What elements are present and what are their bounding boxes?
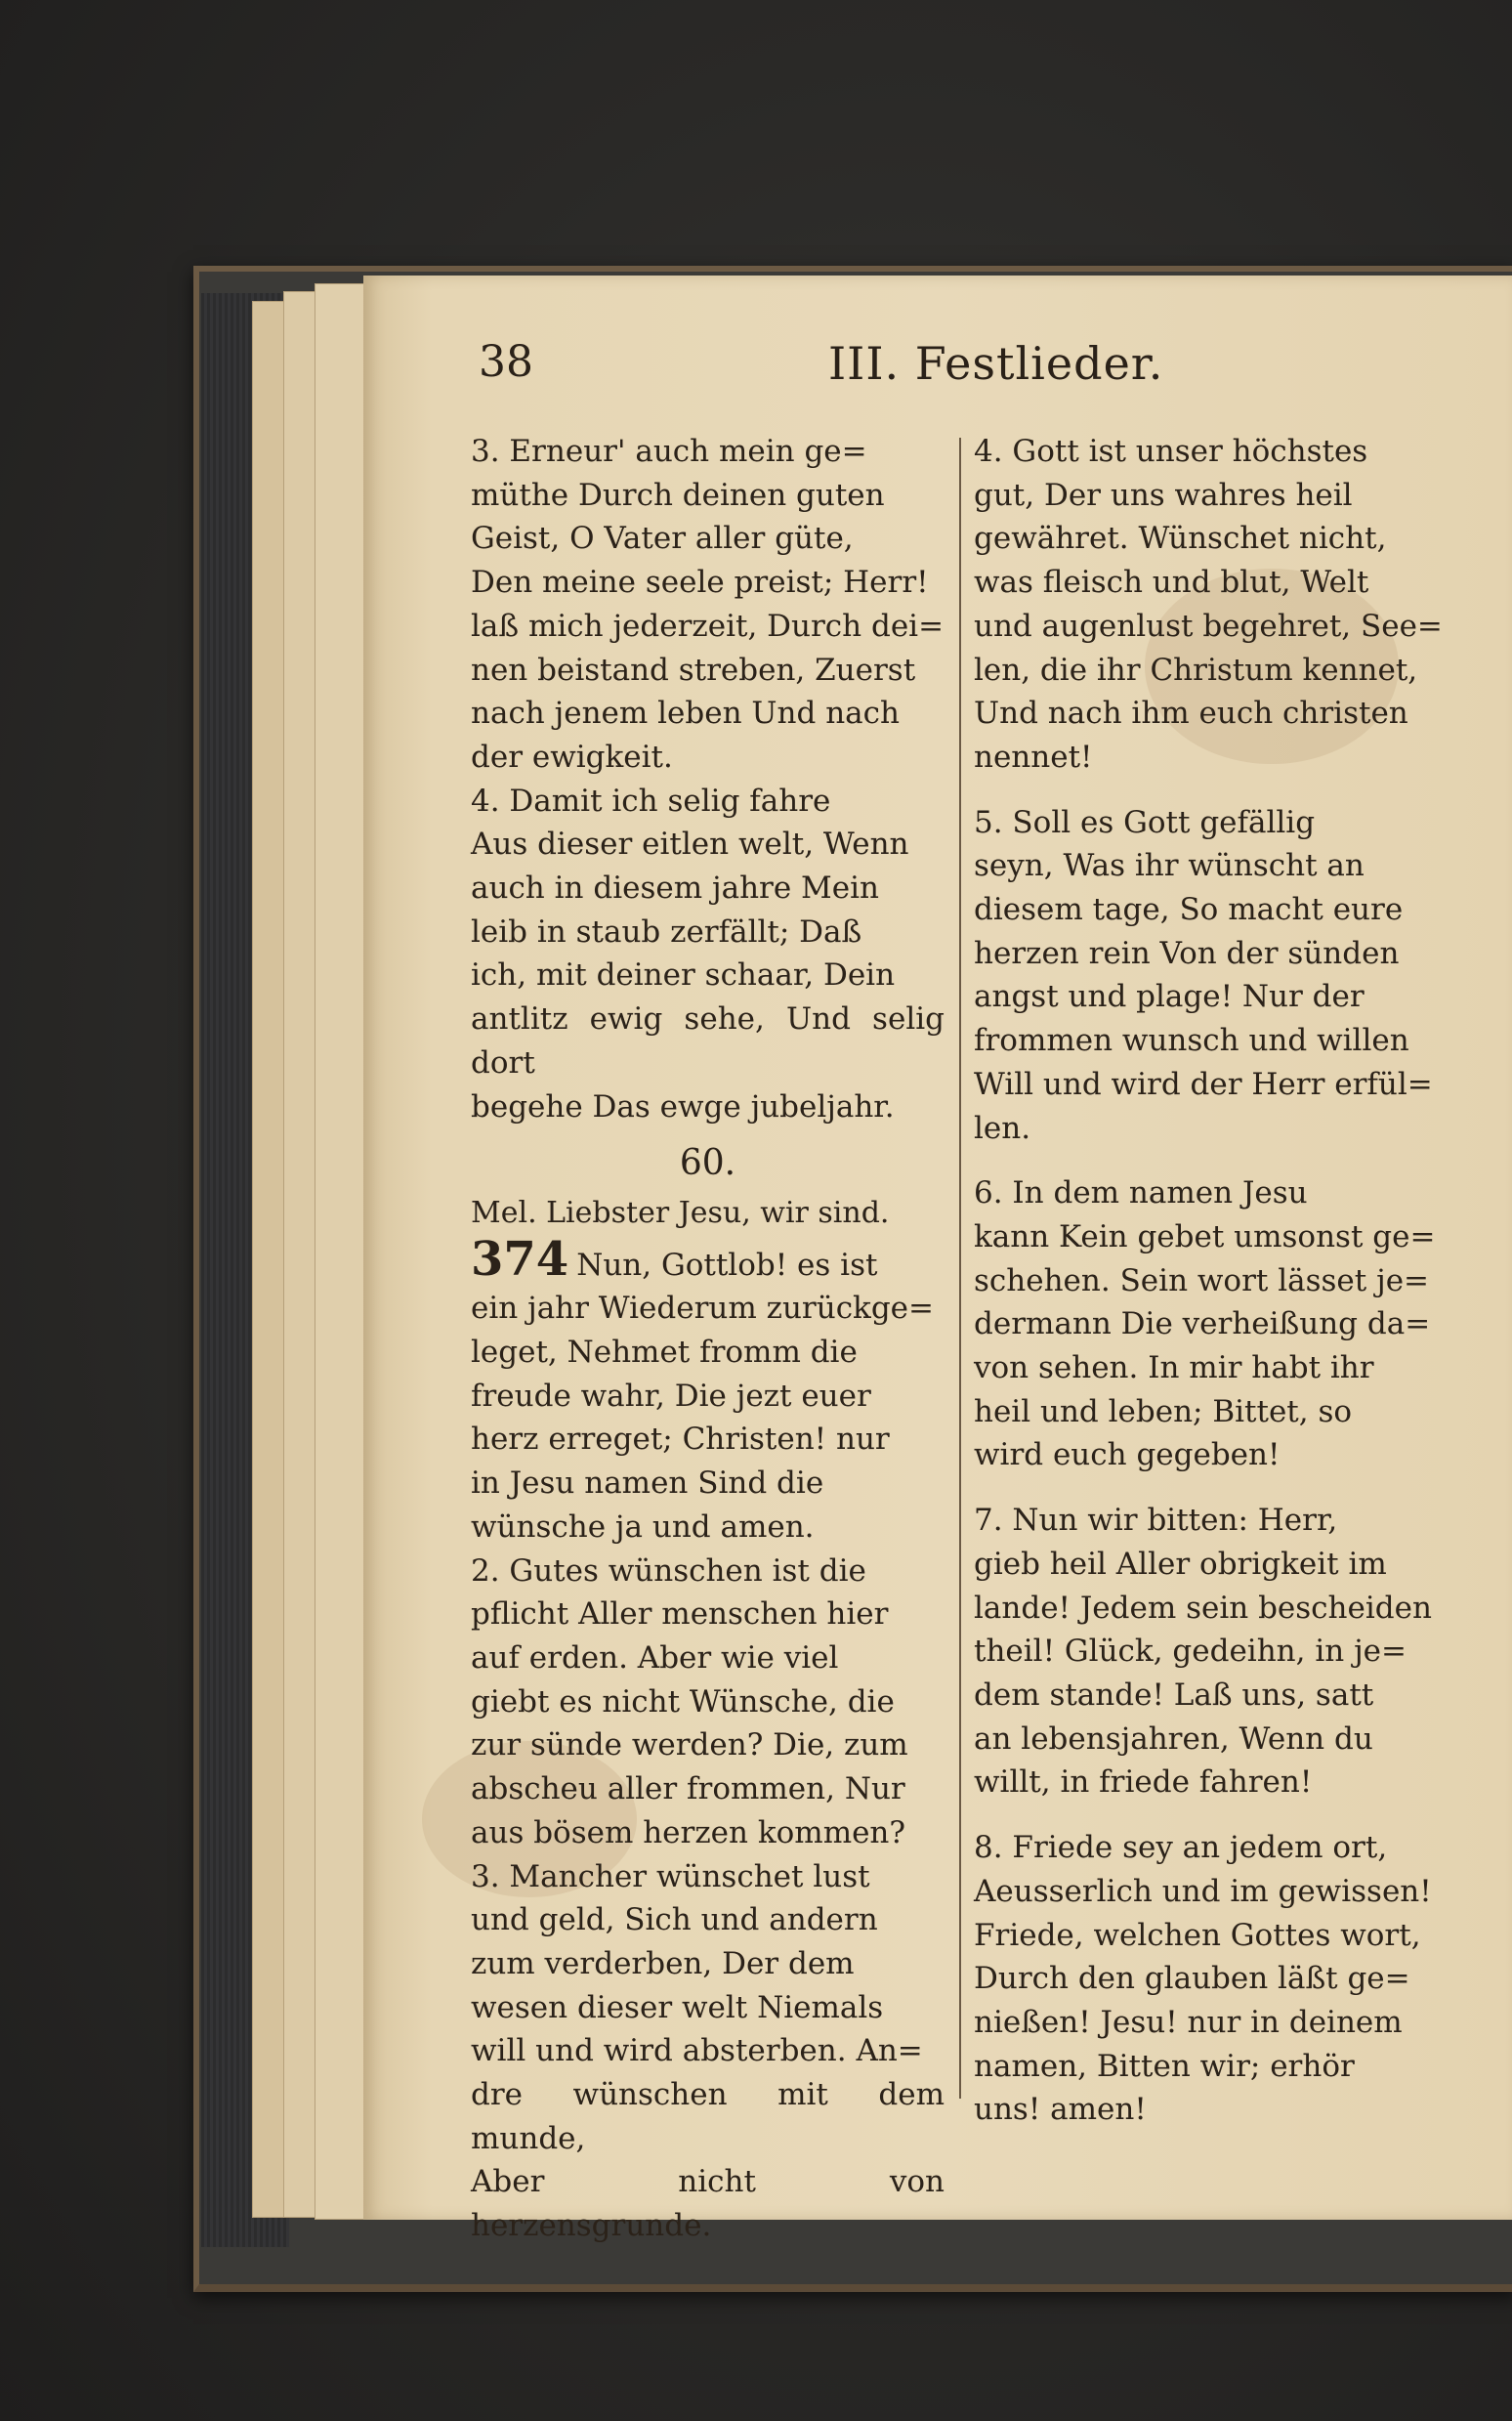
- text-line: frommen wunsch und willen: [974, 1023, 1409, 1059]
- stanza-gap: [974, 1805, 1452, 1826]
- text-line: dem stande! Laß uns, satt: [974, 1677, 1374, 1713]
- text-line: was fleisch und blut, Welt: [974, 565, 1369, 601]
- text-line: der ewigkeit.: [471, 739, 673, 775]
- text-line: 4. Damit ich selig fahre: [471, 783, 831, 819]
- text-line: wesen dieser welt Niemals: [471, 1989, 884, 2025]
- hymn-number: 60.: [679, 1143, 736, 1184]
- text-line: begehe Das ewge jubeljahr.: [471, 1088, 895, 1125]
- text-line: theil! Glück, gedeihn, in je=: [974, 1634, 1407, 1670]
- text-line: gewähret. Wünschet nicht,: [974, 521, 1387, 557]
- text-line: laß mich jederzeit, Durch dei=: [471, 608, 945, 644]
- text-line: Den meine seele preist; Herr!: [471, 565, 929, 601]
- text-line: Und nach ihm euch christen: [974, 696, 1408, 732]
- stanza: [974, 801, 1452, 1151]
- text-line: [471, 1231, 945, 1288]
- text-line: len, die ihr Christum kennet,: [974, 652, 1418, 688]
- text-line: leget, Nehmet fromm die: [471, 1335, 858, 1371]
- text-line: Geist, O Vater aller güte,: [471, 521, 854, 557]
- text-line: 7. Nun wir bitten: Herr,: [974, 1503, 1338, 1539]
- stanza: [471, 1231, 945, 1550]
- text-line: Aber nicht von herzensgrunde.: [471, 2164, 945, 2244]
- stanza: [471, 1855, 945, 2248]
- text-line: schehen. Sein wort lässet je=: [974, 1262, 1430, 1298]
- text-line: wird euch gegeben!: [974, 1437, 1281, 1473]
- left-column: [471, 430, 945, 2248]
- text-line: lande! Jedem sein bescheiden: [974, 1590, 1432, 1626]
- text-line: antlitz ewig sehe, Und selig dort: [471, 1001, 945, 1081]
- text-line: ein jahr Wiederum zurückge=: [471, 1291, 935, 1327]
- text-line: Aus dieser eitlen welt, Wenn: [471, 827, 909, 863]
- text-line: will und wird absterben. An=: [471, 2033, 923, 2069]
- text-line: 2. Gutes wünschen ist die: [471, 1552, 866, 1589]
- text-line: wünsche ja und amen.: [471, 1508, 815, 1545]
- text-line: giebt es nicht Wünsche, die: [471, 1683, 895, 1720]
- text-line: dermann Die verheißung da=: [974, 1306, 1431, 1342]
- melody-line: Mel. Liebster Jesu, wir sind.: [471, 1195, 890, 1230]
- text-line: nennet!: [974, 739, 1093, 775]
- stanza: [974, 1171, 1452, 1477]
- text-line: und geld, Sich und andern: [471, 1902, 878, 1938]
- text-line: müthe Durch deinen guten: [471, 477, 885, 513]
- text-line: aus bösem herzen kommen?: [471, 1814, 906, 1850]
- text-line: Will und wird der Herr erfül=: [974, 1066, 1433, 1102]
- stanza-gap: [974, 780, 1452, 801]
- text-line: pflicht Aller menschen hier: [471, 1596, 889, 1633]
- text-line: freude wahr, Die jezt euer: [471, 1378, 871, 1414]
- text-line: herz erreget; Christen! nur: [471, 1422, 890, 1458]
- stanza: [471, 780, 945, 1129]
- text-line: angst und plage! Nur der: [974, 979, 1365, 1015]
- hymn-index: 374: [471, 1231, 569, 1287]
- text-line: 3. Mancher wünschet lust: [471, 1858, 870, 1894]
- text-line: nen beistand streben, Zuerst: [471, 652, 916, 688]
- text-line: an lebensjahren, Wenn du: [974, 1720, 1373, 1757]
- text-line: abscheu aller frommen, Nur: [471, 1771, 905, 1807]
- stanza: [974, 1499, 1452, 1805]
- stanza: [471, 430, 945, 780]
- text-line: auch in diesem jahre Mein: [471, 871, 880, 907]
- text-line: kann Kein gebet umsonst ge=: [974, 1218, 1436, 1254]
- text-line: auf erden. Aber wie viel: [471, 1639, 839, 1676]
- text-line: Friede, welchen Gottes wort,: [974, 1917, 1421, 1953]
- stanza: [974, 1826, 1452, 2132]
- text-line: willt, in friede fahren!: [974, 1764, 1313, 1801]
- text-line: 4. Gott ist unser höchstes: [974, 434, 1368, 469]
- stanza: [471, 1550, 945, 1855]
- text-line: Durch den glauben läßt ge=: [974, 1961, 1410, 1997]
- text-line: herzen rein Von der sünden: [974, 935, 1400, 971]
- text-line: 5. Soll es Gott gefällig: [974, 804, 1316, 840]
- text-line: gieb heil Aller obrigkeit im: [974, 1546, 1387, 1582]
- text-line: len.: [974, 1110, 1031, 1146]
- stanza: [974, 430, 1452, 780]
- text-line: zur sünde werden? Die, zum: [471, 1727, 908, 1763]
- text-line: seyn, Was ihr wünscht an: [974, 848, 1365, 884]
- stanza-gap: [974, 1477, 1452, 1499]
- text-line: 8. Friede sey an jedem ort,: [974, 1830, 1388, 1866]
- right-column: [974, 430, 1452, 2132]
- text-line: uns! amen!: [974, 2092, 1147, 2128]
- text-line: 3. Erneur' auch mein ge=: [471, 434, 867, 469]
- page-number: 38: [479, 337, 533, 387]
- text-line: ich, mit deiner schaar, Dein: [471, 957, 896, 994]
- column-divider: [959, 438, 961, 2099]
- text-line: Aeusserlich und im gewissen!: [974, 1873, 1432, 1909]
- running-head: III. Festlieder.: [828, 337, 1164, 390]
- text-line: leib in staub zerfällt; Daß: [471, 913, 862, 950]
- page-header: [479, 337, 1485, 405]
- stanza-gap: [974, 1150, 1452, 1171]
- text-line: zum verderben, Der dem: [471, 1945, 855, 1981]
- text-line: Nun, Gottlob! es ist: [576, 1247, 878, 1283]
- text-line: in Jesu namen Sind die: [471, 1465, 824, 1502]
- text-line: dre wünschen mit dem munde,: [471, 2077, 945, 2156]
- text-line: 6. In dem namen Jesu: [974, 1175, 1308, 1211]
- text-line: und augenlust begehret, See=: [974, 608, 1443, 644]
- text-line: gut, Der uns wahres heil: [974, 477, 1353, 513]
- text-line: nießen! Jesu! nur in deinem: [974, 2004, 1403, 2040]
- text-line: namen, Bitten wir; erhör: [974, 2048, 1355, 2084]
- text-line: heil und leben; Bittet, so: [974, 1393, 1353, 1429]
- text-line: nach jenem leben Und nach: [471, 696, 900, 732]
- text-line: von sehen. In mir habt ihr: [974, 1350, 1374, 1386]
- text-line: diesem tage, So macht eure: [974, 892, 1404, 928]
